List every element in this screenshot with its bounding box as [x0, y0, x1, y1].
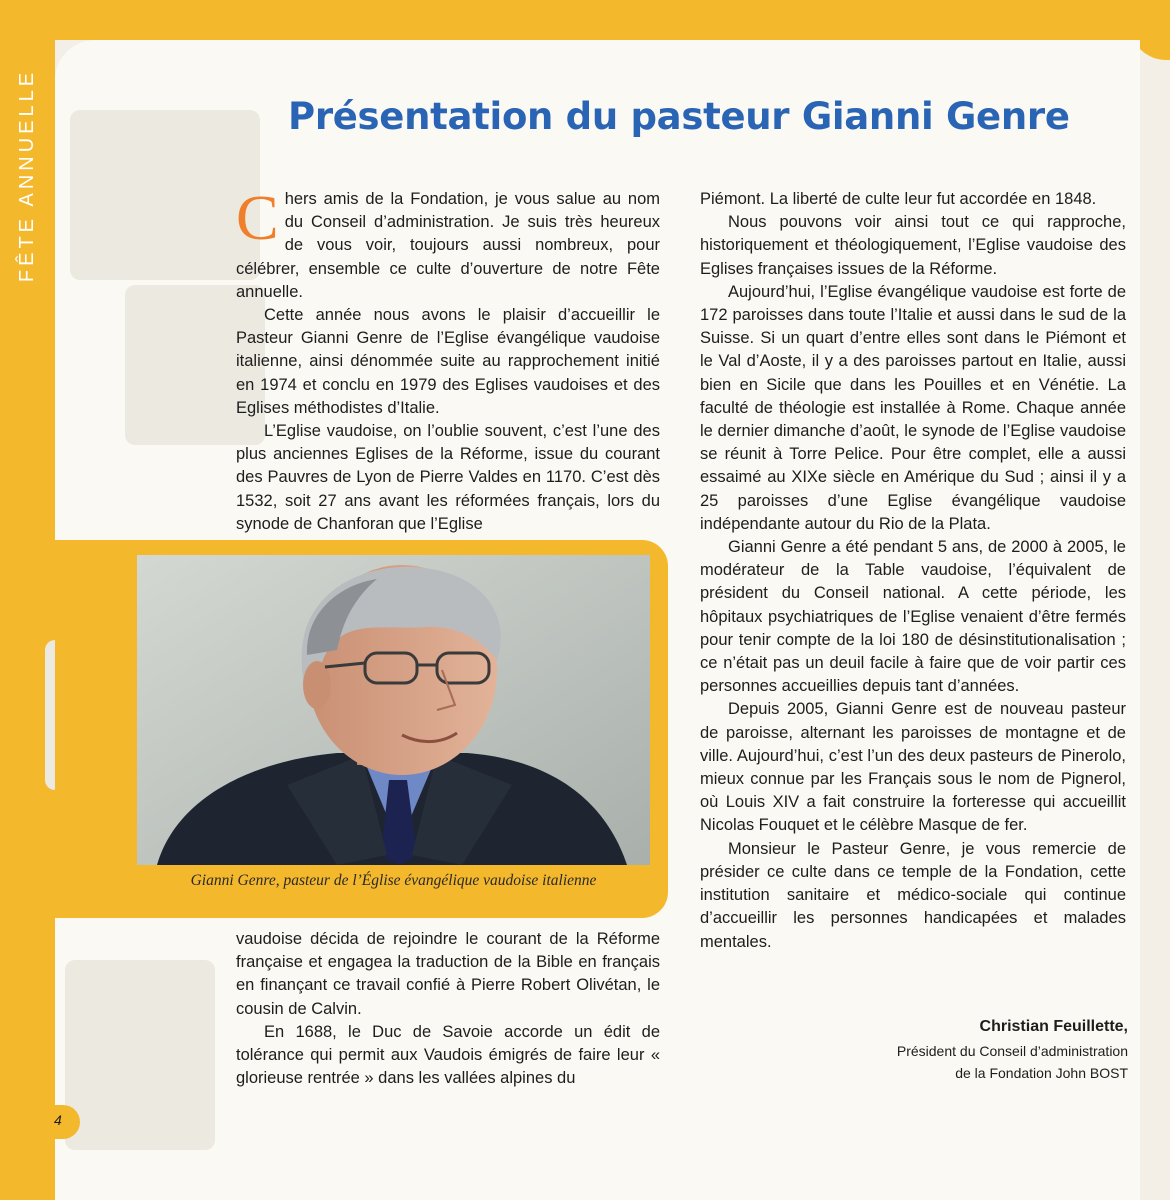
- photo-frame: [55, 540, 668, 918]
- page-number: 4: [54, 1112, 62, 1128]
- right-column: [700, 188, 1126, 954]
- paragraph: Nous pouvons voir ainsi tout ce qui rapproche, historiquement et théologiquement, l’Eglise vaudoise des Eglises françaises issues de la Réforme.: [700, 213, 1126, 278]
- paragraph: vaudoise décida de rejoindre le courant de la Réforme française et engagea la traduction de la Bible en français en finançant ce travail confié à Pierre Robert Olivétan, le cousin de Calvin.: [236, 930, 660, 1018]
- bleed-through-block: [65, 960, 215, 1150]
- paragraph: L’Eglise vaudoise, on l’oublie souvent, c’est l’une des plus anciennes Eglises de la Réforme, issue du courant des Pauvres de Lyon de Pierre Valdes en 1170. C’est dès 1532, soit 27 ans avant les réformées français, lors du synode de Chanforan que l’Eglise: [236, 422, 660, 533]
- paragraph: En 1688, le Duc de Savoie accorde un édit de tolérance qui permit aux Vaudois émigrés de faire leur « glorieuse rentrée » dans les vallées alpines du: [236, 1022, 660, 1088]
- paragraph: Gianni Genre a été pendant 5 ans, de 2000 à 2005, le modérateur de la Table vaudoise, l’équivalent de président du Conseil national. A cette période, les hôpitaux psychiatriques de l’Eglise venaient d’être fermés pour tenir compte de la loi 180 de désinstitutionalisation ; ce n’était pas un deuil facile à faire que de voir partir ces personnes accueillies depuis tant d’années.: [700, 538, 1126, 696]
- page-number-tab: [40, 1105, 80, 1139]
- portrait-illustration: [137, 555, 650, 865]
- paragraph: Aujourd’hui, l’Eglise évangélique vaudoise est forte de 172 paroisses dans toute l’Italie et aussi dans le sud de la Suisse. Si un quart d’entre elles sont dans le Piémont et le Val d’Aoste, il y a des paroisses partout en Italie, aussi bien en Sicile que dans les Pouilles et en Vénétie. La faculté de théologie est installée à Rome. Chaque année le dernier dimanche d’août, le synode de l’Eglise vaudoise se réunit à Torre Pelice. Pour être complet, elle a aussi essaimé au XIXe siècle en Amérique du Sud ; ainsi il y a 25 paroisses d’une Eglise évangélique vaudoise indépendante autour du Rio de la Plata.: [700, 282, 1126, 533]
- paragraph: Monsieur le Pasteur Genre, je vous remercie de présider ce culte dans ce temple de la Fondation, cette institution sanitaire et médico-sociale qui continue d’accueillir les personnes handicapées et malades mentales.: [700, 839, 1126, 951]
- signatory-name: Christian Feuillette,: [979, 1018, 1128, 1035]
- photo-caption: Gianni Genre, pasteur de l’Église évangélique vaudoise italienne: [190, 872, 597, 889]
- signatory-organization: de la Fondation John BOST: [955, 1065, 1128, 1081]
- signature-block: [768, 1018, 1128, 1084]
- paragraph: Piémont. La liberté de culte leur fut accordée en 1848.: [700, 190, 1097, 208]
- paragraph: Chers amis de la Fondation, je vous salue au nom du Conseil d’administration. Je suis très heureux de vous voir, toujours aussi nombreux, pour célébrer, ensemble ce culte d’ouverture de notre Fête annuelle.: [236, 182, 660, 301]
- portrait-photo: [137, 555, 650, 865]
- yellow-frame-top: [0, 0, 1170, 40]
- paragraph: Cette année nous avons le plaisir d’accueillir le Pasteur Gianni Genre de l’Eglise évangélique vaudoise italienne, ainsi dénommée suite au rapprochement initié en 1974 et conclu en 1979 des Eglises vaudoises et des Eglises méthodistes d’Italie.: [236, 306, 660, 417]
- signatory-role: Président du Conseil d’administration: [896, 1043, 1128, 1059]
- paragraph: Depuis 2005, Gianni Genre est de nouveau pasteur de paroisse, alternant les paroisses de montagne et de ville. Aujourd’hui, c’est l’un des deux pasteurs de Pinerolo, mieux connue par les Français sous le nom de Pignerol, où Louis XIV a fait construire la forteresse qui accueillit Nicolas Fouquet et le célèbre Masque de fer.: [700, 700, 1126, 835]
- drop-cap: C: [236, 182, 279, 253]
- section-label: FÊTE ANNUELLE: [16, 68, 39, 282]
- left-column-top: [236, 182, 660, 536]
- left-column-bottom: [236, 928, 660, 1090]
- article-title: Présentation du pasteur Gianni Genre: [288, 94, 1070, 138]
- bleed-through-block: [70, 110, 260, 280]
